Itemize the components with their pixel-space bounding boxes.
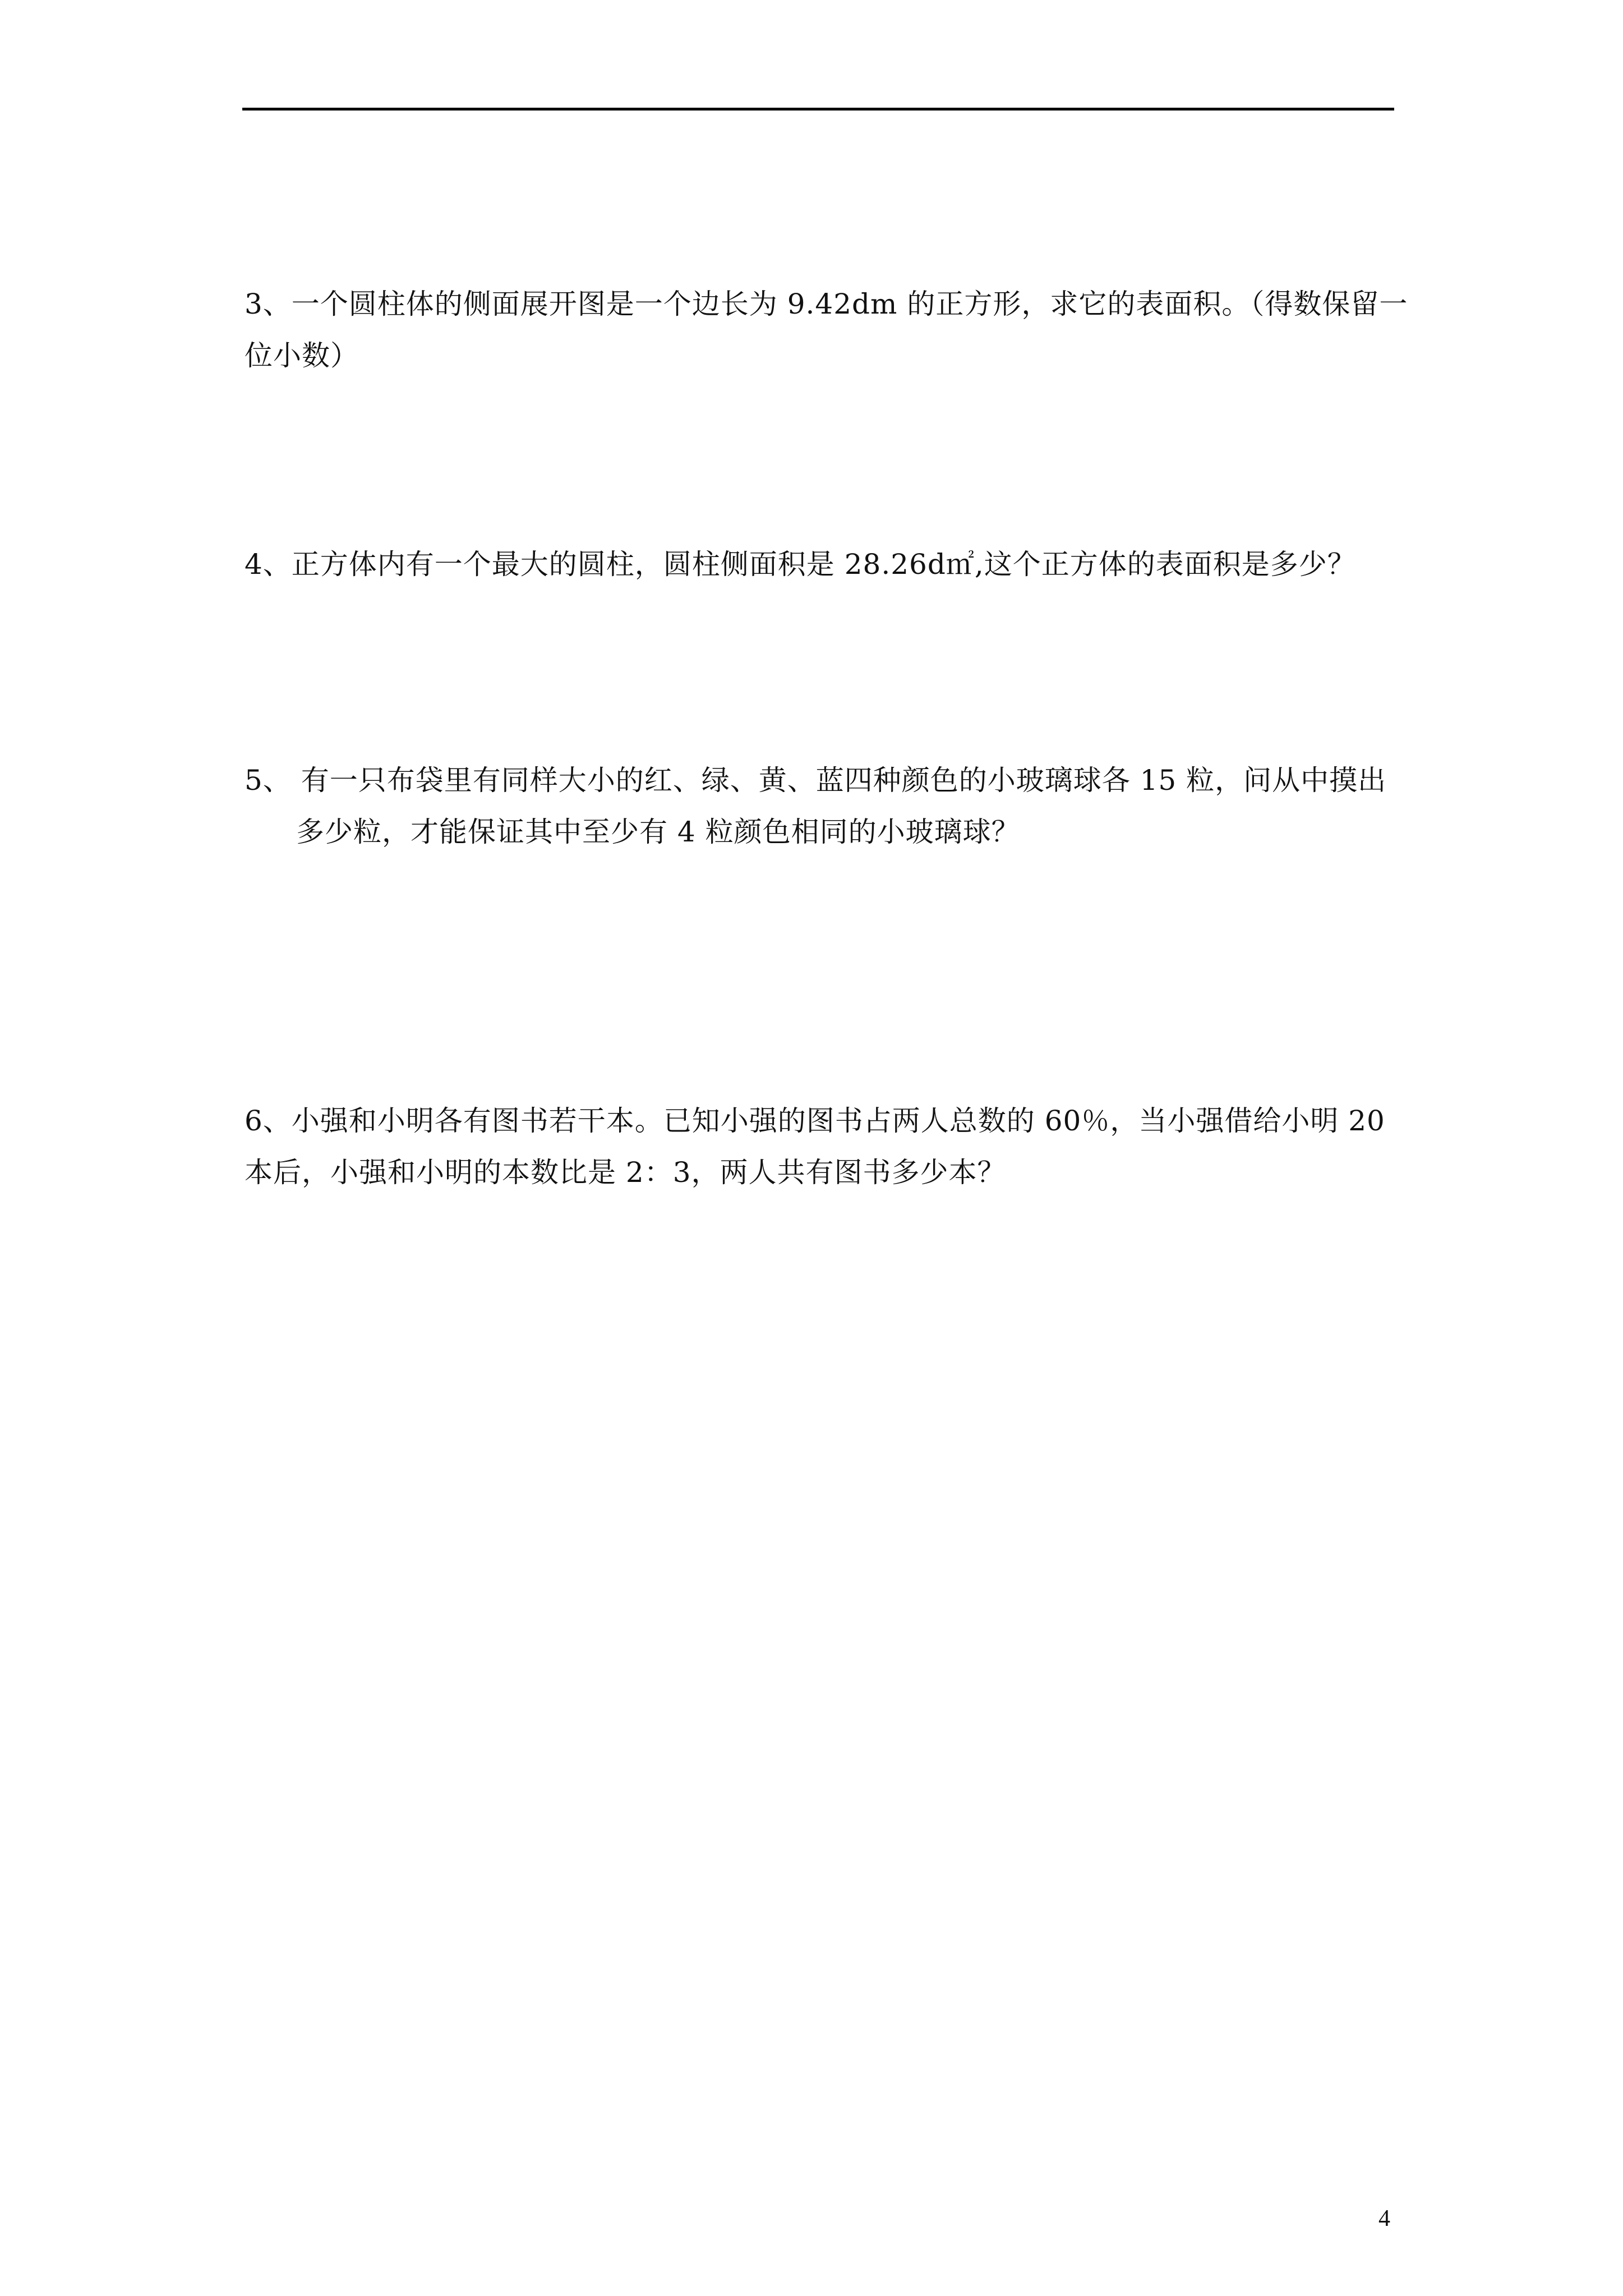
- question-6: [245, 1095, 1385, 1198]
- question-3-line-1: 3、一个圆柱体的侧面展开图是一个边长为 9.42dm 的正方形，求它的表面积。（得数保留一: [245, 288, 1408, 320]
- question-6-line-2: 本后，小强和小明的本数比是 2：3，两人共有图书多少本？: [245, 1156, 1006, 1189]
- question-3: [245, 278, 1408, 381]
- question-4: [245, 539, 1356, 590]
- question-5: [245, 754, 1386, 858]
- page-number: 4: [1378, 2206, 1390, 2231]
- question-5-line-1: 5、 有一只布袋里有同样大小的红、绿、黄、蓝四种颜色的小玻璃球各 15 粒，问从中摸出: [245, 764, 1387, 797]
- question-5-line-2: 多少粒，才能保证其中至少有 4 粒颜色相同的小玻璃球？: [296, 816, 1020, 848]
- question-3-line-2: 位小数）: [245, 339, 359, 372]
- question-6-line-1: 6、小强和小明各有图书若干本。已知小强的图书占两人总数的 60％，当小强借给小明 20: [245, 1105, 1385, 1137]
- header-rule: [242, 108, 1394, 111]
- question-4-line-1: 4、正方体内有一个最大的圆柱，圆柱侧面积是 28.26d㎡,这个正方体的表面积是多少？: [245, 548, 1356, 581]
